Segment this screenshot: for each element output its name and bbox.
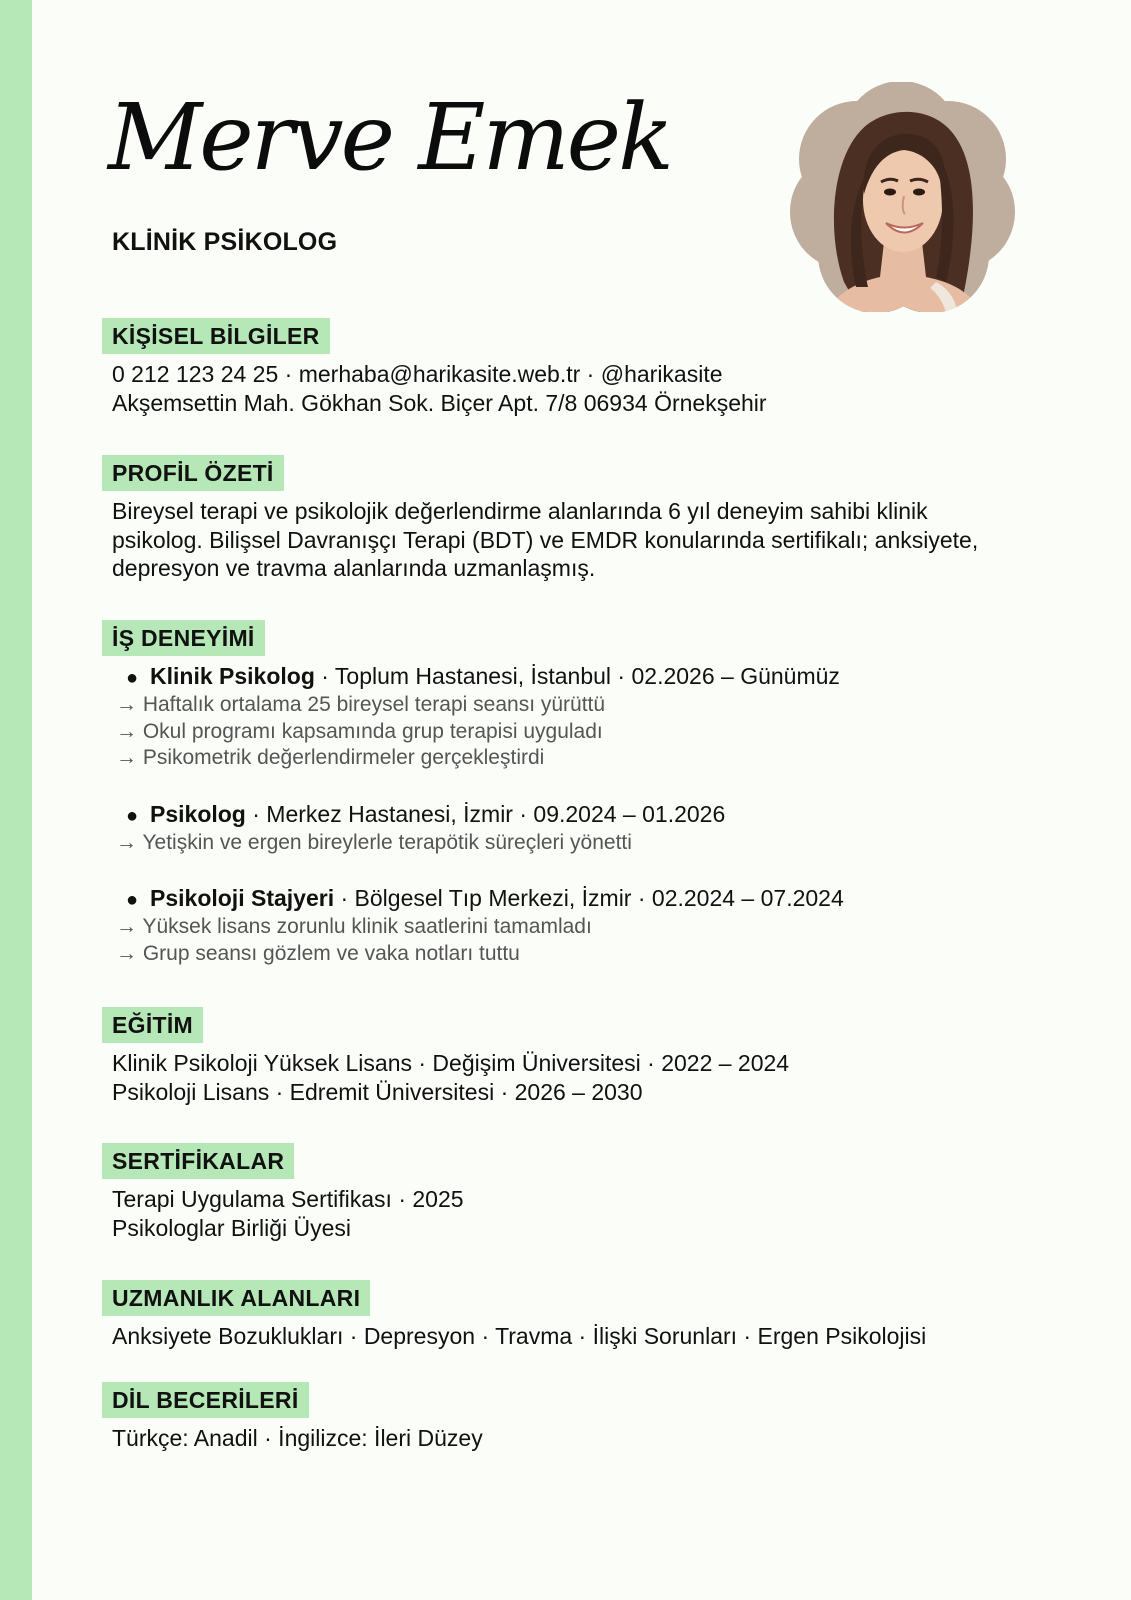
job-details: · Bölgesel Tıp Merkezi, İzmir · 02.2024 – 07.2024 [334, 885, 844, 911]
job-title: KLİNİK PSİKOLOG [112, 228, 338, 256]
languages-text: Türkçe: Anadil · İngilizce: İleri Düzey [112, 1425, 483, 1451]
job-duty: → Psikometrik değerlendirmeler gerçekleştirdi [116, 746, 545, 769]
section-heading-profile-summary: PROFİL ÖZETİ [102, 455, 284, 491]
education-line: Klinik Psikoloji Yüksek Lisans · Değişim Üniversitesi · 2022 – 2024 [112, 1050, 790, 1076]
job-duty: → Yüksek lisans zorunlu klinik saatlerini tamamladı [116, 915, 592, 938]
section-education [102, 1007, 1022, 1106]
candidate-name: Merve Emek [108, 84, 671, 191]
section-profile-summary [102, 455, 1022, 583]
job-duty: → Grup seansı gözlem ve vaka notları tuttu [116, 941, 520, 965]
section-expertise [102, 1280, 1022, 1351]
section-heading-languages: DİL BECERİLERİ [102, 1382, 309, 1418]
job-duty: → Yetişkin ve ergen bireylerle terapötik süreçleri yönetti [116, 830, 632, 854]
job-duty: → Haftalık ortalama 25 bireysel terapi seansı yürüttü [116, 693, 606, 716]
job-role: Klinik Psikolog [150, 663, 315, 689]
side-accent-bar [0, 0, 32, 1600]
section-work-experience [102, 620, 1022, 967]
section-heading-certificates: SERTİFİKALAR [102, 1143, 294, 1179]
address-line: Akşemsettin Mah. Gökhan Sok. Biçer Apt. 7/8 06934 Örnekşehir [112, 389, 767, 416]
section-heading-education: EĞİTİM [102, 1007, 203, 1043]
section-heading-expertise: UZMANLIK ALANLARI [102, 1280, 370, 1316]
summary-text: Bireysel terapi ve psikolojik değerlendirme alanlarında 6 yıl deneyim sahibi klinik psikolog. Bilişsel Davranışçı Terapi (BDT) ve EMDR konularında sertifikalı; anksiyete, depresyon ve travma alanlarında uzmanlaşmış. [112, 498, 979, 581]
profile-photo [786, 82, 1016, 312]
job-entry [102, 662, 1022, 772]
contact-line: 0 212 123 24 25 · merhaba@harikasite.web.tr · @harikasite [112, 361, 723, 387]
job-entry [102, 884, 1022, 967]
job-role: Psikoloji Stajyeri [150, 885, 335, 911]
certificate-line: Terapi Uygulama Sertifikası · 2025 [112, 1186, 464, 1212]
job-details: · Toplum Hastanesi, İstanbul · 02.2026 – Günümüz [314, 663, 840, 689]
bullet-icon: ● [126, 804, 139, 827]
section-personal-info [102, 318, 1022, 417]
section-heading-personal-info: KİŞİSEL BİLGİLER [102, 318, 330, 354]
certificate-line: Psikologlar Birliği Üyesi [112, 1214, 352, 1241]
section-heading-work-experience: İŞ DENEYİMİ [102, 620, 265, 656]
job-role: Psikolog [150, 800, 246, 827]
expertise-text: Anksiyete Bozuklukları · Depresyon · Travma · İlişki Sorunları · Ergen Psikolojisi [112, 1323, 927, 1349]
education-line: Psikoloji Lisans · Edremit Üniversitesi · 2026 – 2030 [112, 1078, 643, 1105]
section-languages [102, 1382, 1022, 1453]
bullet-icon: ● [126, 667, 139, 689]
job-details: · Merkez Hastanesi, İzmir · 09.2024 – 01.2026 [245, 800, 726, 827]
bullet-icon: ● [126, 889, 139, 911]
section-certificates [102, 1143, 1022, 1242]
job-duty: → Okul programı kapsamında grup terapisi uyguladı [116, 719, 603, 743]
job-entry [102, 800, 1022, 857]
